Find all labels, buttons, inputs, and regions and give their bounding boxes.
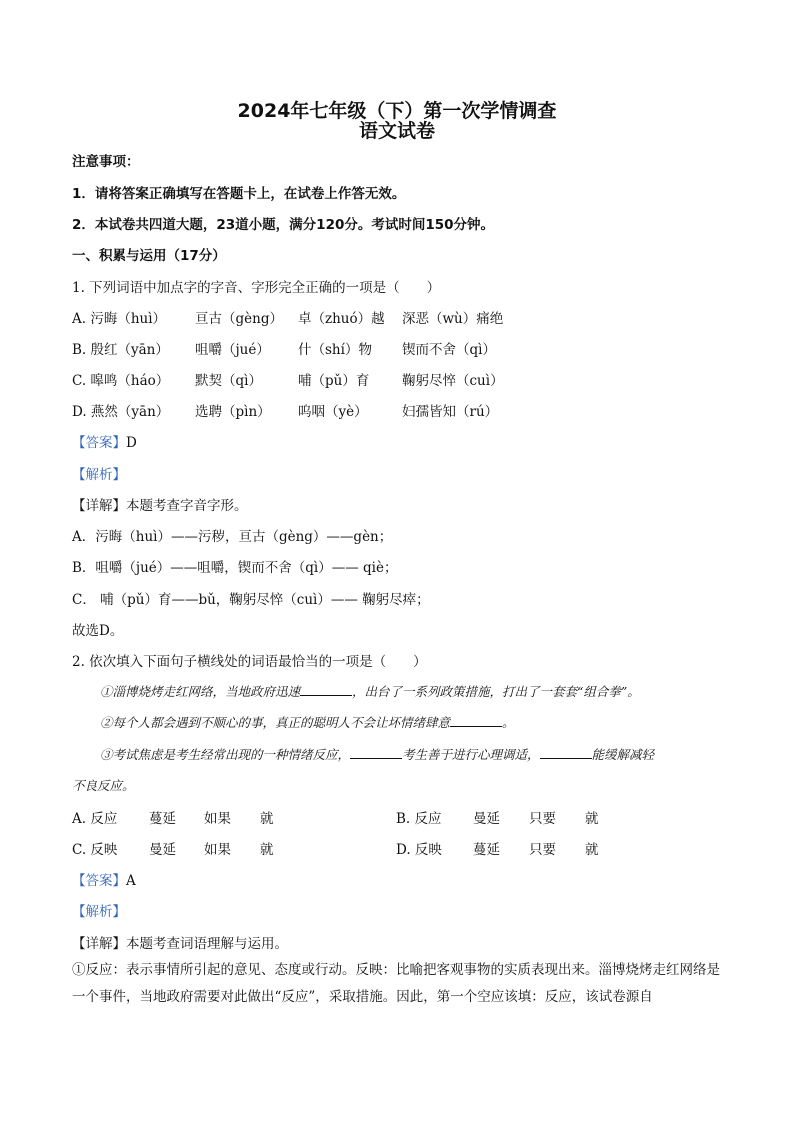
q1-option-b-3: 什（shí）物: [298, 342, 372, 358]
q2-option-d-4: 就: [585, 842, 599, 858]
q2-explanation-paragraph: ①反应：表示事情所引起的意见、态度或行动。反映：比喻把客观事物的实质表现出来。淄博烧烤走红网络是一个事件，当地政府需要对此做出“反应”，采取措施。因此，第一个空应该填：反应，该试卷源自: [72, 962, 720, 1005]
q2-s1-part-a: ①淄博烧烤走红网络，当地政府迅速: [100, 684, 301, 699]
q2-option-b-3: 只要: [529, 811, 556, 827]
q2-blank-1: [300, 683, 352, 696]
q2-option-a-2: 蔓延: [149, 811, 176, 827]
q1-option-d-2: 选聘（pìn）: [195, 404, 271, 420]
q2-option-d-2: 蔓延: [473, 842, 500, 858]
q2-s3-part-a: ③考试焦虑是考生经常出现的一种情绪反应，: [100, 747, 351, 762]
q2-option-a-3: 如果: [204, 811, 231, 827]
q2-option-a-1: A. 反应: [72, 811, 118, 827]
q2-option-d-1: D. 反映: [396, 842, 442, 858]
q1-option-d-3: 呜咽（yè）: [298, 404, 368, 420]
section-1-heading: 一、积累与运用（17分）: [72, 248, 226, 264]
q2-s1-part-b: ，出台了一系列政策措施，打出了一套套“组合拳”。: [352, 684, 640, 699]
q1-option-d-4: 妇孺皆知（rú）: [402, 404, 499, 420]
q1-option-b-4: 锲而不舍（qì）: [402, 342, 496, 358]
q2-option-b-1: B. 反应: [396, 811, 442, 827]
q2-option-a-4: 就: [260, 811, 274, 827]
q1-detail-line-3: C． 哺（pǔ）育——bǔ，鞠躬尽悴（cuì）—— 鞠躬尽瘁；: [72, 592, 430, 608]
q2-sentence-1: [100, 682, 640, 700]
q1-answer: [72, 431, 137, 451]
q2-option-d-3: 只要: [529, 842, 556, 858]
q2-s2-part-b: 。: [502, 715, 515, 730]
detail-tag: 【详解】: [72, 498, 126, 514]
answer-tag: 【答案】: [72, 873, 126, 889]
notice-heading: 注意事项：: [72, 154, 140, 170]
notice-item-2: 2．本试卷共四道大题，23道小题，满分120分。考试时间150分钟。: [72, 217, 495, 233]
q1-option-c-1: C. 嗥鸣（háo）: [72, 373, 170, 389]
q1-detail-line-1: A．污晦（huì）——污秽，亘古（gèng）——gèn；: [72, 529, 393, 545]
q2-blank-2: [450, 714, 502, 727]
q1-option-c-3: 哺（pǔ）育: [298, 373, 370, 389]
q2-blank-3: [350, 746, 402, 759]
q2-sentence-3: [100, 745, 654, 763]
detail-text: 本题考查字音字形。: [126, 498, 248, 514]
q2-s2-part-a: ②每个人都会遇到不顺心的事，真正的聪明人不会让坏情绪肆意: [100, 715, 451, 730]
q2-option-b-4: 就: [585, 811, 599, 827]
q2-answer: [72, 869, 136, 889]
q2-s3-part-c: 能缓解减轻: [591, 747, 655, 762]
q2-option-c-3: 如果: [204, 842, 231, 858]
q2-sentence-3-cont: 不良反应。: [72, 778, 135, 793]
q2-option-c-2: 曼延: [149, 842, 176, 858]
q2-analysis-tag: 【解析】: [72, 904, 126, 920]
q1-analysis-tag: 【解析】: [72, 467, 126, 483]
notice-item-1: 1．请将答案正确填写在答题卡上，在试卷上作答无效。: [72, 186, 406, 202]
detail-text: 本题考查词语理解与运用。: [126, 936, 288, 952]
q1-option-d-1: D. 燕然（yān）: [72, 404, 170, 420]
answer-value: D: [126, 435, 137, 451]
q1-option-a-2: 亘古（gèng）: [195, 311, 283, 327]
q1-option-b-1: B. 殷红（yān）: [72, 342, 169, 358]
exam-title: 2024年七年级（下）第一次学情调查: [237, 100, 557, 122]
q1-option-c-4: 鞠躬尽悴（cuì）: [402, 373, 504, 389]
q1-option-a-4: 深恶（wù）痛绝: [402, 311, 504, 327]
q1-detail-line-2: B．咀嚼（jué）——咀嚼，锲而不舍（qì）—— qiè；: [72, 560, 398, 576]
detail-tag: 【详解】: [72, 936, 126, 952]
q1-option-a-3: 卓（zhuó）越: [298, 311, 385, 327]
q1-option-b-2: 咀嚼（jué）: [195, 342, 270, 358]
q2-option-c-1: C. 反映: [72, 842, 118, 858]
q2-blank-4: [540, 746, 592, 759]
q2-detail: [72, 932, 288, 952]
q1-stem: 1. 下列词语中加点字的字音、字形完全正确的一项是（ ）: [72, 280, 441, 296]
q1-option-c-2: 默契（qì）: [195, 373, 262, 389]
q2-s3-part-b: 考生善于进行心理调适，: [402, 747, 540, 762]
q2-stem: 2. 依次填入下面句子横线处的词语最恰当的一项是（ ）: [72, 654, 427, 670]
q1-detail: [72, 494, 248, 514]
q1-conclusion: 故选D。: [72, 623, 124, 639]
answer-tag: 【答案】: [72, 435, 126, 451]
exam-subtitle: 语文试卷: [358, 120, 435, 142]
q2-sentence-2: [100, 713, 515, 731]
q2-option-b-2: 曼延: [473, 811, 500, 827]
q2-option-c-4: 就: [260, 842, 274, 858]
q1-option-a-1: A. 污晦（huì）: [72, 311, 167, 327]
answer-value: A: [126, 873, 136, 889]
